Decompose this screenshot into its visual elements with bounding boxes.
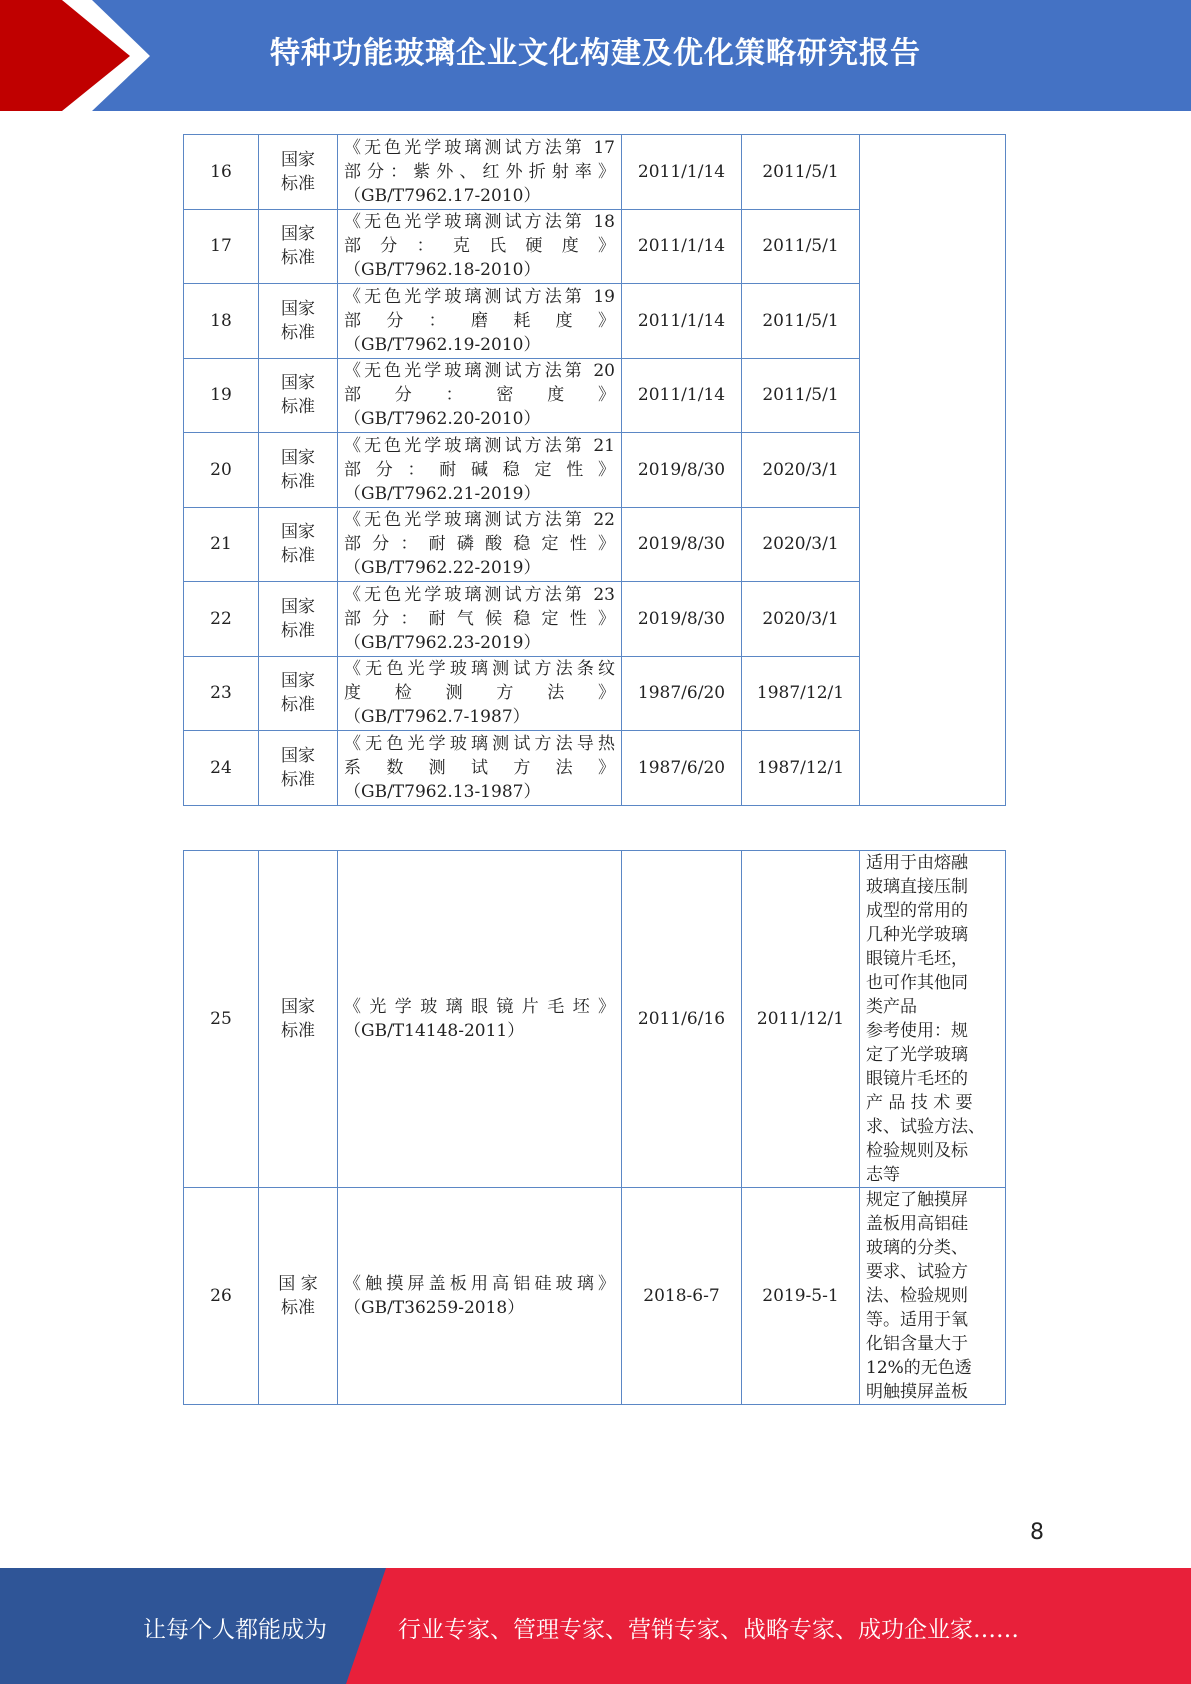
cell-line: 《无色光学玻璃测试方法导热: [344, 733, 615, 754]
standard-type: [259, 1188, 338, 1405]
cell-line: 标准: [281, 769, 315, 790]
cell-line: （GB/T7962.23-2019）: [344, 632, 541, 653]
standard-type: [259, 656, 338, 731]
cell-line: 标准: [281, 546, 315, 567]
effective-date: 2020/3/1: [742, 582, 860, 657]
cell-line: 《无色光学玻璃测试方法第 18: [344, 212, 615, 233]
cell-line: 适用于由熔融: [866, 853, 968, 873]
row-number: 24: [184, 731, 259, 806]
cell-line: 国家: [281, 671, 315, 692]
row-number: 23: [184, 656, 259, 731]
row-number: 18: [184, 284, 259, 359]
standard-type: [259, 358, 338, 433]
effective-date: 2011/5/1: [742, 284, 860, 359]
cell-line: 部 分 ： 密 度 》: [344, 385, 615, 406]
cell-line: 国家: [281, 149, 315, 170]
cell-line: 标准: [281, 471, 315, 492]
cell-line: 部 分 ： 克 氏 硬 度 》: [344, 236, 615, 257]
issue-date: 2011/1/14: [622, 358, 742, 433]
cell-line: 《无色光学玻璃测试方法第 21: [344, 435, 615, 456]
cell-line: 部 分 ： 耐 气 候 稳 定 性 》: [344, 608, 615, 629]
effective-date: 2019-5-1: [742, 1188, 860, 1405]
cell-line: 《无色光学玻璃测试方法第 17: [344, 137, 615, 158]
standard-name: [338, 209, 622, 284]
cell-line: （GB/T7962.7-1987）: [344, 707, 530, 728]
cell-line: 也可作其他同: [866, 973, 968, 993]
standard-type: [259, 284, 338, 359]
cell-line: 几种光学玻璃: [866, 925, 968, 945]
cell-line: 玻璃的分类、: [866, 1238, 968, 1258]
cell-line: 等。适用于氧: [866, 1310, 968, 1330]
standard-name: [338, 284, 622, 359]
effective-date: 1987/12/1: [742, 731, 860, 806]
effective-date: 2011/5/1: [742, 358, 860, 433]
effective-date: 1987/12/1: [742, 656, 860, 731]
cell-line: 明触摸屏盖板: [866, 1382, 968, 1402]
cell-line: （GB/T36259-2018）: [344, 1298, 525, 1318]
page-header: [0, 0, 1191, 111]
cell-line: 眼镜片毛坯的: [866, 1069, 968, 1089]
cell-line: （GB/T7962.20-2010）: [344, 409, 541, 430]
page-number: 8: [1030, 1520, 1044, 1545]
standard-name: [338, 582, 622, 657]
standards-table-continued: [183, 134, 1006, 806]
standard-name: [338, 851, 622, 1188]
cell-line: （GB/T14148-2011）: [344, 1021, 525, 1041]
standard-name: [338, 507, 622, 582]
cell-line: 检验规则及标: [866, 1141, 968, 1161]
row-number: 16: [184, 135, 259, 210]
cell-line: 参考使用：规: [866, 1021, 968, 1041]
row-number: 17: [184, 209, 259, 284]
cell-line: 国家: [281, 224, 315, 245]
standard-note: [860, 851, 1006, 1188]
issue-date: 2011/1/14: [622, 209, 742, 284]
cell-line: 国家: [281, 522, 315, 543]
cell-line: （GB/T7962.22-2019）: [344, 558, 541, 579]
issue-date: 2019/8/30: [622, 582, 742, 657]
cell-line: 部 分 ： 磨 耗 度 》: [344, 310, 615, 331]
table-row: [184, 851, 1006, 1188]
standard-type: [259, 135, 338, 210]
standard-name: [338, 135, 622, 210]
cell-line: （GB/T7962.18-2010）: [344, 260, 541, 281]
row-number: 19: [184, 358, 259, 433]
standard-name: [338, 358, 622, 433]
cell-line: 部 分 ： 耐 磷 酸 稳 定 性 》: [344, 534, 615, 555]
cell-line: 标准: [281, 695, 315, 716]
cell-line: 求、试验方法、: [866, 1117, 985, 1137]
issue-date: 2011/6/16: [622, 851, 742, 1188]
cell-line: 部分：紫外、红外折射率》: [344, 161, 615, 182]
standard-note: [860, 135, 1006, 806]
cell-line: 部 分 ： 耐 碱 稳 定 性 》: [344, 459, 615, 480]
issue-date: 1987/6/20: [622, 731, 742, 806]
issue-date: 1987/6/20: [622, 656, 742, 731]
cell-line: 志等: [866, 1165, 900, 1185]
table-row: [184, 135, 1006, 210]
effective-date: 2020/3/1: [742, 507, 860, 582]
cell-line: 《无色光学玻璃测试方法第 22: [344, 510, 615, 531]
cell-line: 国家: [281, 447, 315, 468]
cell-line: 标准: [281, 322, 315, 343]
cell-line: 盖板用高铝硅: [866, 1214, 968, 1234]
standard-type: [259, 433, 338, 508]
standard-type: [259, 209, 338, 284]
issue-date: 2019/8/30: [622, 507, 742, 582]
table-row: [184, 1188, 1006, 1405]
cell-line: 要求、试验方: [866, 1262, 968, 1282]
standards-table-part2: [183, 850, 1006, 1405]
cell-line: 国家: [281, 997, 315, 1017]
standard-type: [259, 851, 338, 1188]
standard-name: [338, 731, 622, 806]
row-number: 26: [184, 1188, 259, 1405]
standard-name: [338, 1188, 622, 1405]
cell-line: （GB/T7962.17-2010）: [344, 185, 541, 206]
issue-date: 2011/1/14: [622, 135, 742, 210]
cell-line: 标准: [281, 248, 315, 269]
standard-type: [259, 582, 338, 657]
standard-type: [259, 507, 338, 582]
cell-line: 《无色光学玻璃测试方法第 20: [344, 361, 615, 382]
cell-line: 化铝含量大于: [866, 1334, 968, 1354]
cell-line: 标准: [281, 1298, 315, 1318]
cell-line: 成型的常用的: [866, 901, 968, 921]
cell-line: 定了光学玻璃: [866, 1045, 968, 1065]
cell-line: 标准: [281, 1021, 315, 1041]
cell-line: 《 光 学 玻 璃 眼 镜 片 毛 坯 》: [344, 997, 615, 1017]
cell-line: 标准: [281, 173, 315, 194]
footer-slogan-right: 行业专家、管理专家、营销专家、战略专家、成功企业家……: [398, 1617, 1019, 1643]
effective-date: 2011/5/1: [742, 209, 860, 284]
row-number: 20: [184, 433, 259, 508]
cell-line: 类产品: [866, 997, 917, 1017]
cell-line: 国家: [281, 373, 315, 394]
footer-slogan-left: 让每个人都能成为: [143, 1617, 327, 1643]
cell-line: （GB/T7962.13-1987）: [344, 781, 541, 802]
standard-type: [259, 731, 338, 806]
cell-line: 《触摸屏盖板用高铝硅玻璃》: [344, 1274, 615, 1294]
cell-line: 《无色光学玻璃测试方法第 19: [344, 286, 615, 307]
cell-line: 规定了触摸屏: [866, 1190, 968, 1210]
cell-line: 国 家: [278, 1274, 318, 1294]
report-title: 特种功能玻璃企业文化构建及优化策略研究报告: [270, 36, 921, 71]
issue-date: 2011/1/14: [622, 284, 742, 359]
effective-date: 2020/3/1: [742, 433, 860, 508]
cell-line: 系 数 测 试 方 法 》: [344, 757, 615, 778]
cell-line: 国家: [281, 596, 315, 617]
cell-line: 玻璃直接压制: [866, 877, 968, 897]
cell-line: 国家: [281, 298, 315, 319]
row-number: 22: [184, 582, 259, 657]
issue-date: 2018-6-7: [622, 1188, 742, 1405]
cell-line: （GB/T7962.21-2019）: [344, 483, 541, 504]
standard-note: [860, 1188, 1006, 1405]
standard-name: [338, 433, 622, 508]
cell-line: 眼镜片毛坯，: [866, 949, 968, 969]
cell-line: 标准: [281, 397, 315, 418]
cell-line: 度 检 测 方 法 》: [344, 683, 615, 704]
row-number: 25: [184, 851, 259, 1188]
cell-line: 国家: [281, 745, 315, 766]
row-number: 21: [184, 507, 259, 582]
cell-line: （GB/T7962.19-2010）: [344, 334, 541, 355]
cell-line: 《无色光学玻璃测试方法第 23: [344, 584, 615, 605]
effective-date: 2011/12/1: [742, 851, 860, 1188]
cell-line: 产 品 技 术 要: [866, 1093, 973, 1113]
page-footer: [0, 1568, 1191, 1684]
cell-line: 标准: [281, 620, 315, 641]
cell-line: 《无色光学玻璃测试方法条纹: [344, 659, 615, 680]
issue-date: 2019/8/30: [622, 433, 742, 508]
cell-line: 法、检验规则: [866, 1286, 968, 1306]
cell-line: 12%的无色透: [866, 1358, 972, 1378]
standard-name: [338, 656, 622, 731]
effective-date: 2011/5/1: [742, 135, 860, 210]
